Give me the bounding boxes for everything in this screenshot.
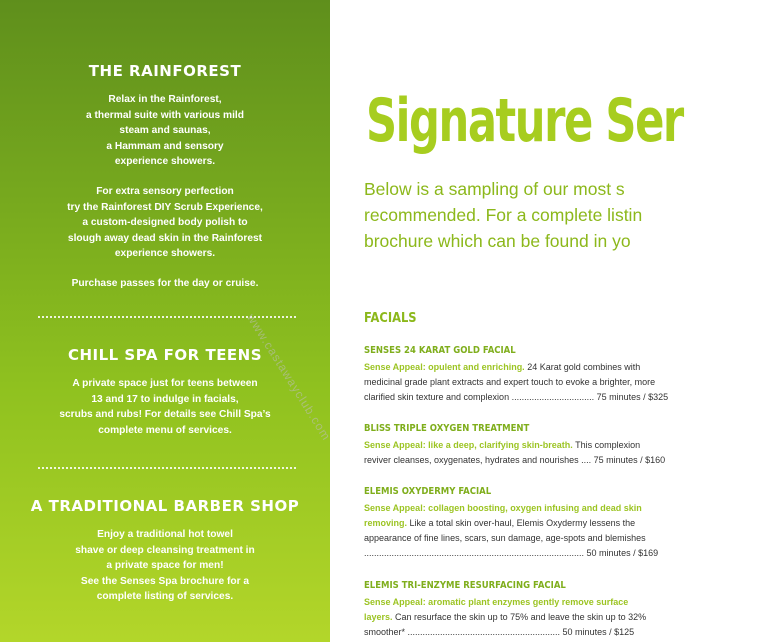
divider-2	[38, 467, 296, 469]
facial-item-description: Sense Appeal: collagen boosting, oxygen infusing and dead skin removing. Like a total skin over-haul, Elemis Oxydermy lessens the appearance of fine lines, scars, sun damage, age-spots and blemishes ........................................................................................ 50 minutes / $169	[364, 503, 659, 558]
facial-item-bliss	[364, 423, 664, 468]
rainforest-para-3: Purchase passes for the day or cruise.	[71, 277, 259, 289]
facial-item-title: ELEMIS OXYDERMY FACIAL	[364, 486, 492, 497]
chill-para: A private space just for teens between 13 and 17 to indulge in facials, scrubs and rubs! For details see Chill Spa’s complete menu of services.	[59, 378, 271, 436]
rainforest-para-2: For extra sensory perfection try the Rainforest DIY Scrub Experience, a custom-designed body polish to slough away dead skin in the Rainforest experience showers.	[67, 185, 263, 260]
barber-title: A TRADITIONAL BARBER SHOP	[30, 497, 300, 515]
page-title: Signature Ser	[366, 86, 683, 156]
barber-para: Enjoy a traditional hot towel shave or deep cleansing treatment in a private space for men! See the Senses Spa brochure for a complete listing of services.	[75, 529, 255, 603]
facial-item-title: SENSES 24 KARAT GOLD FACIAL	[364, 345, 516, 356]
watermark-text: www.castawayclub.com	[244, 311, 334, 444]
facials-heading: FACIALS	[364, 310, 417, 326]
rainforest-title: THE RAINFOREST	[88, 62, 242, 80]
barber-section	[0, 497, 330, 605]
chill-title: CHILL SPA FOR TEENS	[67, 346, 263, 364]
facial-item-title: ELEMIS TRI-ENZYME RESURFACING FACIAL	[364, 580, 566, 591]
facial-item-description: Sense Appeal: opulent and enriching. 24 Karat gold combines with medicinal grade plant extracts and expert touch to evoke a brighter, more clarified skin texture and complexion ................................. 75 minutes / $325	[364, 362, 669, 402]
intro-text: Below is a sampling of our most s recommended. For a complete listin brochure which can be found in yo	[364, 179, 643, 251]
rainforest-para-1: Relax in the Rainforest, a thermal suite with various mild steam and saunas, a Hammam and sensory experience showers.	[86, 94, 244, 168]
facial-item-oxydermy	[364, 486, 664, 561]
facial-item-tri-enzyme	[364, 580, 664, 640]
left-panel	[0, 0, 330, 642]
right-panel	[330, 0, 683, 642]
rainforest-section	[0, 62, 330, 292]
facial-item-title: BLISS TRIPLE OXYGEN TREATMENT	[364, 423, 530, 434]
facial-item-gold	[364, 345, 669, 405]
facial-item-description: Sense Appeal: like a deep, clarifying skin-breath. This complexion reviver cleanses, oxygenates, hydrates and nourishes .... 75 minutes / $160	[364, 440, 666, 465]
facial-item-description: Sense Appeal: aromatic plant enzymes gently remove surface layers. Can resurface the skin up to 75% and leave the skin up to 32% smoother* ............................................................. 50 minutes / $125	[364, 597, 647, 637]
